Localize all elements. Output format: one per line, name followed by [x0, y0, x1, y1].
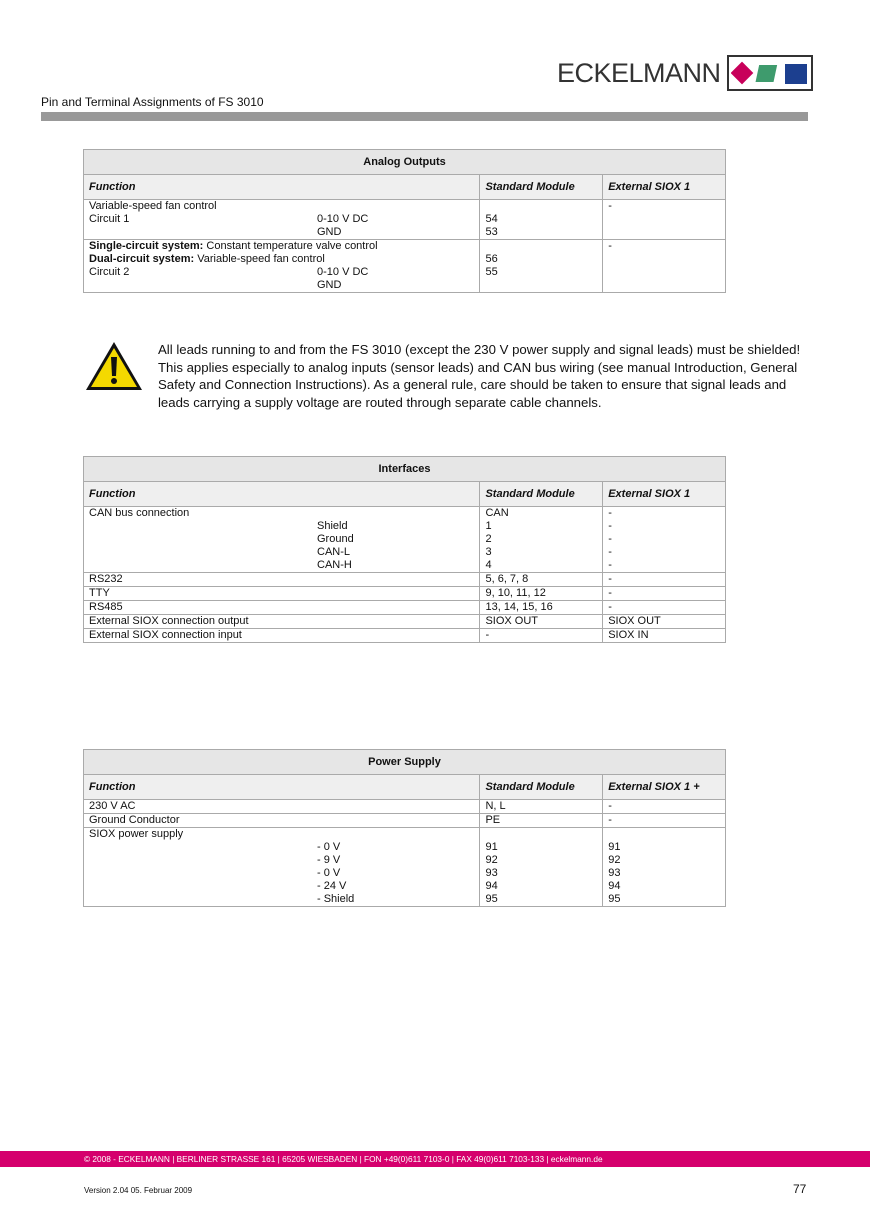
function-text: Circuit 2 — [89, 266, 130, 278]
terminal-value: - — [608, 587, 612, 599]
terminal-value: - — [608, 559, 612, 571]
terminal-value: - — [608, 200, 612, 212]
column-header-external-siox: External SIOX 1 — [603, 175, 726, 200]
column-header-function: Function — [84, 482, 480, 507]
function-text: 230 V AC — [89, 800, 136, 812]
table-row — [84, 601, 726, 615]
function-text: Variable-speed fan control — [89, 200, 217, 212]
terminal-value: 95 — [608, 893, 621, 905]
terminal-value: 1 — [485, 520, 492, 532]
terminal-value: 93 — [608, 867, 621, 879]
terminal-value: - — [608, 240, 612, 252]
signal-text: CAN-H — [317, 559, 352, 571]
terminal-value: 2 — [485, 533, 492, 545]
table-row — [84, 573, 726, 587]
table-row — [84, 200, 726, 240]
logo-marks-icon — [727, 55, 813, 91]
column-header-function: Function — [84, 775, 480, 800]
column-header-standard-module: Standard Module — [480, 482, 603, 507]
terminal-value: 3 — [485, 546, 492, 558]
terminal-value: - — [608, 507, 612, 519]
warning-triangle-icon — [84, 340, 144, 392]
terminal-value: CAN — [485, 507, 509, 519]
function-text: RS232 — [89, 573, 123, 585]
table-row — [84, 240, 726, 293]
terminal-value: 54 — [485, 213, 498, 225]
terminal-value: SIOX OUT — [608, 615, 661, 627]
function-text: Ground Conductor — [89, 814, 180, 826]
terminal-value: - — [608, 573, 612, 585]
terminal-value: 4 — [485, 559, 492, 571]
column-header-standard-module: Standard Module — [480, 775, 603, 800]
terminal-value: - — [608, 520, 612, 532]
analog-outputs-table — [83, 149, 726, 293]
terminal-value: 91 — [485, 841, 498, 853]
terminal-value: 13, 14, 15, 16 — [485, 601, 553, 613]
function-text: External SIOX connection input — [89, 629, 242, 641]
page-number: 77 — [793, 1182, 807, 1196]
terminal-value: 92 — [485, 854, 498, 866]
terminal-value: 91 — [608, 841, 621, 853]
header-rule — [41, 112, 808, 121]
signal-text: - 24 V — [317, 880, 347, 892]
table-title: Analog Outputs — [84, 150, 726, 175]
terminal-value: - — [608, 601, 612, 613]
signal-text: - 0 V — [317, 867, 341, 879]
terminal-value: N, L — [485, 800, 506, 812]
function-text: RS485 — [89, 601, 123, 613]
terminal-value: 94 — [485, 880, 498, 892]
power-supply-table — [83, 749, 726, 907]
document-title: Pin and Terminal Assignments of FS 3010 — [41, 95, 264, 109]
column-header-standard-module: Standard Module — [480, 175, 603, 200]
table-row — [84, 615, 726, 629]
terminal-value: 56 — [485, 253, 498, 265]
terminal-value: 95 — [485, 893, 498, 905]
signal-text: 0-10 V DC — [317, 213, 369, 225]
signal-text: Shield — [317, 520, 348, 532]
terminal-value: - — [608, 814, 612, 826]
column-header-function: Function — [84, 175, 480, 200]
terminal-value: - — [608, 546, 612, 558]
terminal-value: 53 — [485, 226, 498, 238]
footer-contact-text: © 2008 - ECKELMANN | BERLINER STRASSE 161 | 65205 WIESBADEN | FON +49(0)611 7103-0 | FAX 49(0)611 7103-133 | eckelmann.de — [84, 1154, 603, 1164]
function-bold-text: Dual-circuit system: — [89, 253, 195, 265]
signal-text: CAN-L — [317, 546, 351, 558]
terminal-value: SIOX IN — [608, 629, 649, 641]
terminal-value: 92 — [608, 854, 621, 866]
version-text: Version 2.04 05. Februar 2009 — [84, 1186, 193, 1195]
table-row — [84, 814, 726, 828]
signal-text: GND — [317, 226, 342, 238]
terminal-value: - — [608, 800, 612, 812]
function-text: External SIOX connection output — [89, 615, 249, 627]
logo-text: ECKELMANN — [557, 57, 721, 88]
terminal-value: - — [608, 533, 612, 545]
signal-text: - 9 V — [317, 854, 341, 866]
signal-text: GND — [317, 279, 342, 291]
terminal-value: 5, 6, 7, 8 — [485, 573, 529, 585]
function-text: Circuit 1 — [89, 213, 130, 225]
function-text: CAN bus connection — [89, 507, 190, 519]
function-text: TTY — [89, 587, 110, 599]
table-row — [84, 587, 726, 601]
terminal-value: 93 — [485, 867, 498, 879]
warning-text: All leads running to and from the FS 3010 (except the 230 V power supply and signal leads) must be shielded! This applies especially to analog inputs (sensor leads) and CAN bus wiring (see manual Introduction, General Safety and Connection Instructions). As a general rule, care should be taken to ensure that signal leads and leads carrying a supply voltage are routed through separate cable channels. — [158, 342, 801, 410]
terminal-value: 9, 10, 11, 12 — [485, 587, 546, 599]
function-text: Constant temperature valve control — [203, 240, 378, 252]
interfaces-table — [83, 456, 726, 643]
signal-text: Ground — [317, 533, 354, 545]
column-header-external-siox: External SIOX 1 — [603, 482, 726, 507]
table-row — [84, 629, 726, 643]
signal-text: - Shield — [317, 893, 355, 905]
column-header-external-siox: External SIOX 1 + — [603, 775, 726, 800]
eckelmann-logo — [557, 57, 813, 89]
table-row — [84, 507, 726, 573]
terminal-value: SIOX OUT — [485, 615, 539, 627]
signal-text: - 0 V — [317, 841, 341, 853]
terminal-value: 55 — [485, 266, 498, 278]
terminal-value: - — [485, 629, 490, 641]
signal-text: 0-10 V DC — [317, 266, 369, 278]
table-title: Interfaces — [84, 457, 726, 482]
terminal-value: PE — [485, 814, 501, 826]
table-row — [84, 800, 726, 814]
function-text: SIOX power supply — [89, 828, 184, 840]
function-bold-text: Single-circuit system: — [89, 240, 204, 252]
terminal-value: 94 — [608, 880, 621, 892]
table-title: Power Supply — [84, 750, 726, 775]
function-text: Variable-speed fan control — [194, 253, 325, 265]
table-row — [84, 828, 726, 907]
